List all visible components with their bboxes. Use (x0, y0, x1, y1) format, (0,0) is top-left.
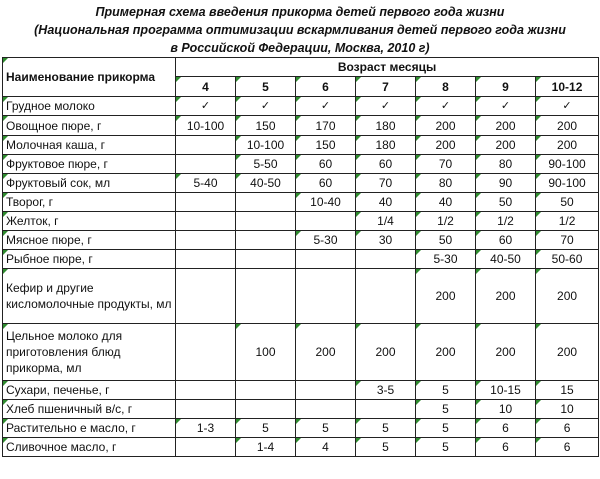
month-header: 7 (356, 77, 416, 97)
page-title (0, 0, 600, 57)
amount-cell: 100 (236, 324, 296, 381)
amount-cell: 6 (536, 438, 599, 457)
amount-cell (296, 212, 356, 231)
food-name-cell: Молочная каша, г (3, 136, 176, 155)
amount-cell (176, 136, 236, 155)
food-name-cell: Желток, г (3, 212, 176, 231)
amount-cell: 1-4 (236, 438, 296, 457)
amount-cell: 200 (296, 324, 356, 381)
food-name-cell: Цельное молоко для приготовления блюд прикорма, мл (3, 324, 176, 381)
amount-cell: 200 (536, 324, 599, 381)
amount-cell: 10 (536, 400, 599, 419)
amount-cell: ✓ (476, 97, 536, 116)
amount-cell: 15 (536, 381, 599, 400)
amount-cell: 40 (356, 193, 416, 212)
amount-cell (236, 400, 296, 419)
table-row (3, 419, 599, 438)
amount-cell: 1/2 (536, 212, 599, 231)
amount-cell: 150 (236, 116, 296, 136)
table-row (3, 212, 599, 231)
amount-cell: 200 (416, 136, 476, 155)
amount-cell: 5-40 (176, 174, 236, 193)
amount-cell: 6 (476, 419, 536, 438)
amount-cell: 10-15 (476, 381, 536, 400)
amount-cell: 10 (476, 400, 536, 419)
amount-cell: 200 (356, 324, 416, 381)
amount-cell (176, 269, 236, 324)
amount-cell: 3-5 (356, 381, 416, 400)
amount-cell: 200 (536, 116, 599, 136)
amount-cell: 180 (356, 116, 416, 136)
feeding-schedule-table (2, 57, 599, 457)
amount-cell: 5 (416, 381, 476, 400)
amount-cell: 5 (236, 419, 296, 438)
month-header: 10-12 (536, 77, 599, 97)
age-months-header: Возраст месяцы (176, 58, 599, 77)
amount-cell: 200 (476, 136, 536, 155)
amount-cell: ✓ (296, 97, 356, 116)
amount-cell: 5 (416, 438, 476, 457)
food-name-header: Наименование прикорма (3, 58, 176, 97)
amount-cell: ✓ (236, 97, 296, 116)
amount-cell: 60 (296, 174, 356, 193)
amount-cell (236, 193, 296, 212)
amount-cell: 70 (356, 174, 416, 193)
amount-cell (236, 250, 296, 269)
amount-cell: 10-100 (176, 116, 236, 136)
month-header: 9 (476, 77, 536, 97)
amount-cell: 10-40 (296, 193, 356, 212)
amount-cell: 50 (416, 231, 476, 250)
table-row (3, 400, 599, 419)
food-name-cell: Растительно е масло, г (3, 419, 176, 438)
table-row (3, 438, 599, 457)
amount-cell (236, 231, 296, 250)
amount-cell (296, 400, 356, 419)
amount-cell: ✓ (356, 97, 416, 116)
amount-cell: 200 (536, 136, 599, 155)
amount-cell (236, 269, 296, 324)
amount-cell (176, 231, 236, 250)
amount-cell: 200 (476, 269, 536, 324)
title-line-2: (Национальная программа оптимизации вскармливания детей первого года жизни (34, 23, 566, 37)
food-name-cell: Рыбное пюре, г (3, 250, 176, 269)
amount-cell: 200 (416, 324, 476, 381)
table-row (3, 193, 599, 212)
amount-cell: 30 (356, 231, 416, 250)
amount-cell (236, 212, 296, 231)
amount-cell (176, 381, 236, 400)
table-row (3, 174, 599, 193)
amount-cell: 40-50 (476, 250, 536, 269)
amount-cell: 50 (536, 193, 599, 212)
amount-cell: 200 (476, 324, 536, 381)
food-name-cell: Сливочное масло, г (3, 438, 176, 457)
amount-cell (176, 400, 236, 419)
amount-cell: 5-50 (236, 155, 296, 174)
table-row (3, 250, 599, 269)
food-name-cell: Сухари, печенье, г (3, 381, 176, 400)
amount-cell: 60 (476, 231, 536, 250)
amount-cell: 200 (416, 116, 476, 136)
amount-cell: 170 (296, 116, 356, 136)
amount-cell: 90-100 (536, 155, 599, 174)
amount-cell (176, 193, 236, 212)
amount-cell: 150 (296, 136, 356, 155)
amount-cell: 200 (476, 116, 536, 136)
amount-cell (296, 381, 356, 400)
amount-cell (176, 212, 236, 231)
amount-cell: 5 (296, 419, 356, 438)
amount-cell: 6 (536, 419, 599, 438)
amount-cell: ✓ (176, 97, 236, 116)
amount-cell (236, 381, 296, 400)
amount-cell: 5-30 (296, 231, 356, 250)
table-row (3, 136, 599, 155)
amount-cell: 80 (476, 155, 536, 174)
table-row (3, 324, 599, 381)
amount-cell: 80 (416, 174, 476, 193)
amount-cell (176, 438, 236, 457)
amount-cell: 40-50 (236, 174, 296, 193)
title-line-1: Примерная схема введения прикорма детей первого года жизни (95, 5, 505, 19)
amount-cell: 1/2 (476, 212, 536, 231)
amount-cell (296, 250, 356, 269)
month-header: 4 (176, 77, 236, 97)
amount-cell: 70 (416, 155, 476, 174)
amount-cell: 90 (476, 174, 536, 193)
amount-cell (356, 269, 416, 324)
food-name-cell: Овощное пюре, г (3, 116, 176, 136)
title-line-3: в Российской Федерации, Москва, 2010 г) (170, 41, 430, 55)
amount-cell: 4 (296, 438, 356, 457)
amount-cell: 50-60 (536, 250, 599, 269)
amount-cell: 1/2 (416, 212, 476, 231)
amount-cell: 50 (476, 193, 536, 212)
amount-cell (176, 250, 236, 269)
amount-cell: 200 (416, 269, 476, 324)
amount-cell: 5 (416, 400, 476, 419)
month-header: 6 (296, 77, 356, 97)
food-name-cell: Фруктовый сок, мл (3, 174, 176, 193)
amount-cell: ✓ (416, 97, 476, 116)
amount-cell: 70 (536, 231, 599, 250)
amount-cell: 90-100 (536, 174, 599, 193)
amount-cell (296, 269, 356, 324)
amount-cell (176, 324, 236, 381)
amount-cell: 10-100 (236, 136, 296, 155)
table-row (3, 97, 599, 116)
amount-cell (176, 155, 236, 174)
amount-cell: 1/4 (356, 212, 416, 231)
amount-cell: 5 (356, 419, 416, 438)
amount-cell: 180 (356, 136, 416, 155)
amount-cell: 5-30 (416, 250, 476, 269)
food-name-cell: Грудное молоко (3, 97, 176, 116)
amount-cell (356, 400, 416, 419)
table-row (3, 116, 599, 136)
amount-cell: 200 (536, 269, 599, 324)
table-row (3, 155, 599, 174)
food-name-cell: Кефир и другие кисломолочные продукты, мл (3, 269, 176, 324)
amount-cell: 1-3 (176, 419, 236, 438)
amount-cell: 6 (476, 438, 536, 457)
food-name-cell: Мясное пюре, г (3, 231, 176, 250)
amount-cell (356, 250, 416, 269)
amount-cell: ✓ (536, 97, 599, 116)
food-name-cell: Хлеб пшеничный в/с, г (3, 400, 176, 419)
month-header: 8 (416, 77, 476, 97)
month-header: 5 (236, 77, 296, 97)
amount-cell: 5 (356, 438, 416, 457)
table-row (3, 381, 599, 400)
amount-cell: 40 (416, 193, 476, 212)
table-row (3, 269, 599, 324)
amount-cell: 60 (296, 155, 356, 174)
food-name-cell: Фруктовое пюре, г (3, 155, 176, 174)
amount-cell: 5 (416, 419, 476, 438)
table-row (3, 231, 599, 250)
amount-cell: 60 (356, 155, 416, 174)
food-name-cell: Творог, г (3, 193, 176, 212)
